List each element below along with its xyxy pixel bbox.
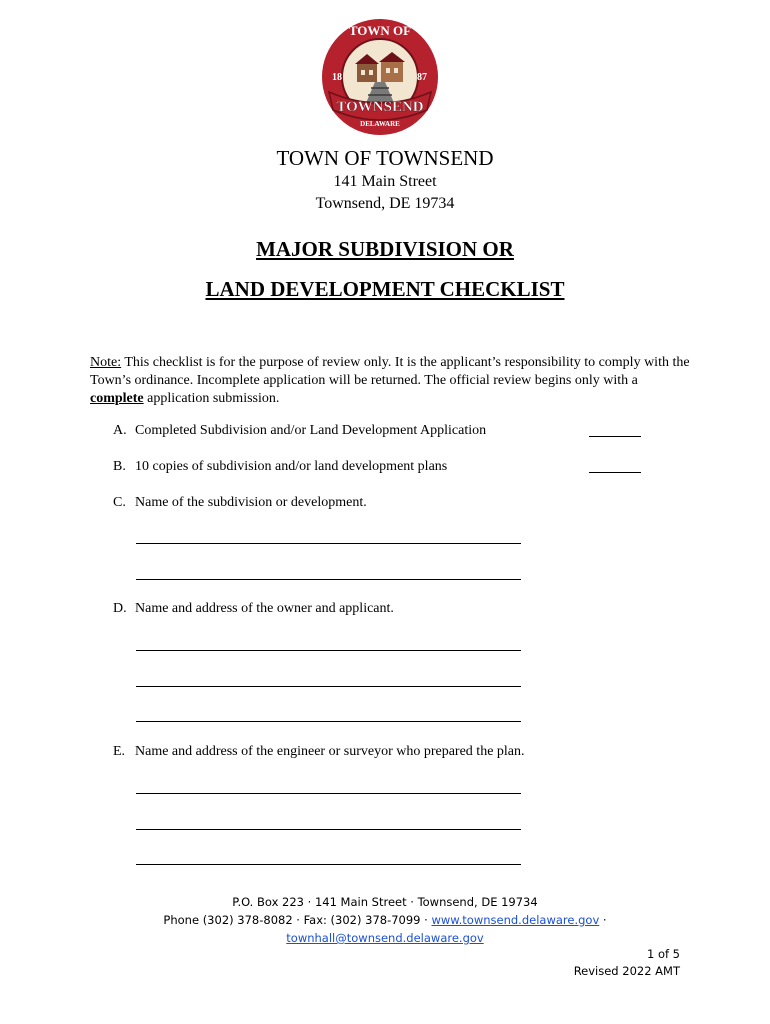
- engineer-info-line-2[interactable]: [136, 829, 521, 830]
- item-text: Name and address of the engineer or surveyor who prepared the plan.: [135, 744, 525, 759]
- subdivision-name-line-2[interactable]: [136, 579, 521, 580]
- subdivision-name-line-1[interactable]: [136, 543, 521, 544]
- note-emphasis: complete: [90, 391, 144, 406]
- owner-info-line-3[interactable]: [136, 721, 521, 722]
- note-label: Note:: [90, 355, 122, 370]
- footer-phone-fax: Phone (302) 378-8082 · Fax: (302) 378-7099 ·: [163, 913, 432, 927]
- owner-info-line-1[interactable]: [136, 650, 521, 651]
- town-seal-logo: [321, 18, 439, 136]
- item-letter: E.: [113, 744, 126, 759]
- checklist-item-c: [113, 495, 367, 511]
- note-text-2: application submission.: [143, 391, 280, 406]
- item-text: 10 copies of subdivision and/or land development plans: [135, 459, 448, 474]
- engineer-info-line-1[interactable]: [136, 793, 521, 794]
- document-title-line1: MAJOR SUBDIVISION OR: [256, 237, 514, 261]
- item-text: Name and address of the owner and applicant.: [135, 601, 394, 616]
- seal-state: DELAWARE: [360, 120, 400, 128]
- footer-email-row: [0, 931, 770, 945]
- note-paragraph: [90, 354, 690, 408]
- website-link[interactable]: www.townsend.delaware.gov: [431, 913, 600, 927]
- checklist-item-a: [113, 423, 486, 439]
- street-address: 141 Main Street: [333, 173, 437, 190]
- engineer-info-line-3[interactable]: [136, 864, 521, 865]
- item-a-check-blank[interactable]: [589, 435, 641, 437]
- checklist-item-b: [113, 459, 447, 475]
- note-text-1: This checklist is for the purpose of review only. It is the applicant’s responsibility to comply with the Town’s ordinance. Incomplete application will be returned. The official review begins only with a: [90, 355, 690, 388]
- footer-contact: [0, 913, 770, 927]
- town-title: TOWN OF TOWNSEND: [276, 146, 494, 170]
- seal-year-right: 87: [417, 72, 427, 83]
- item-letter: C.: [113, 495, 126, 510]
- item-letter: D.: [113, 601, 127, 616]
- item-letter: B.: [113, 459, 126, 474]
- email-link[interactable]: townhall@townsend.delaware.gov: [286, 931, 484, 945]
- owner-info-line-2[interactable]: [136, 686, 521, 687]
- checklist-item-d: [113, 601, 394, 617]
- document-title-line2: LAND DEVELOPMENT CHECKLIST: [205, 277, 565, 301]
- item-letter: A.: [113, 423, 127, 438]
- page-number: 1 of 5: [646, 947, 680, 961]
- checklist-item-e: [113, 744, 525, 760]
- footer-separator: ·: [599, 913, 607, 927]
- seal-top-text: TOWN OF: [348, 23, 412, 38]
- revision-note: Revised 2022 AMT: [573, 964, 680, 978]
- item-b-check-blank[interactable]: [589, 471, 641, 473]
- seal-year-left: 18: [332, 72, 342, 83]
- city-address: Townsend, DE 19734: [315, 195, 455, 212]
- item-text: Completed Subdivision and/or Land Development Application: [135, 423, 487, 438]
- footer-address: P.O. Box 223 · 141 Main Street · Townsend, DE 19734: [232, 895, 538, 909]
- item-text: Name of the subdivision or development.: [135, 495, 367, 510]
- seal-name: TOWNSEND: [336, 99, 424, 115]
